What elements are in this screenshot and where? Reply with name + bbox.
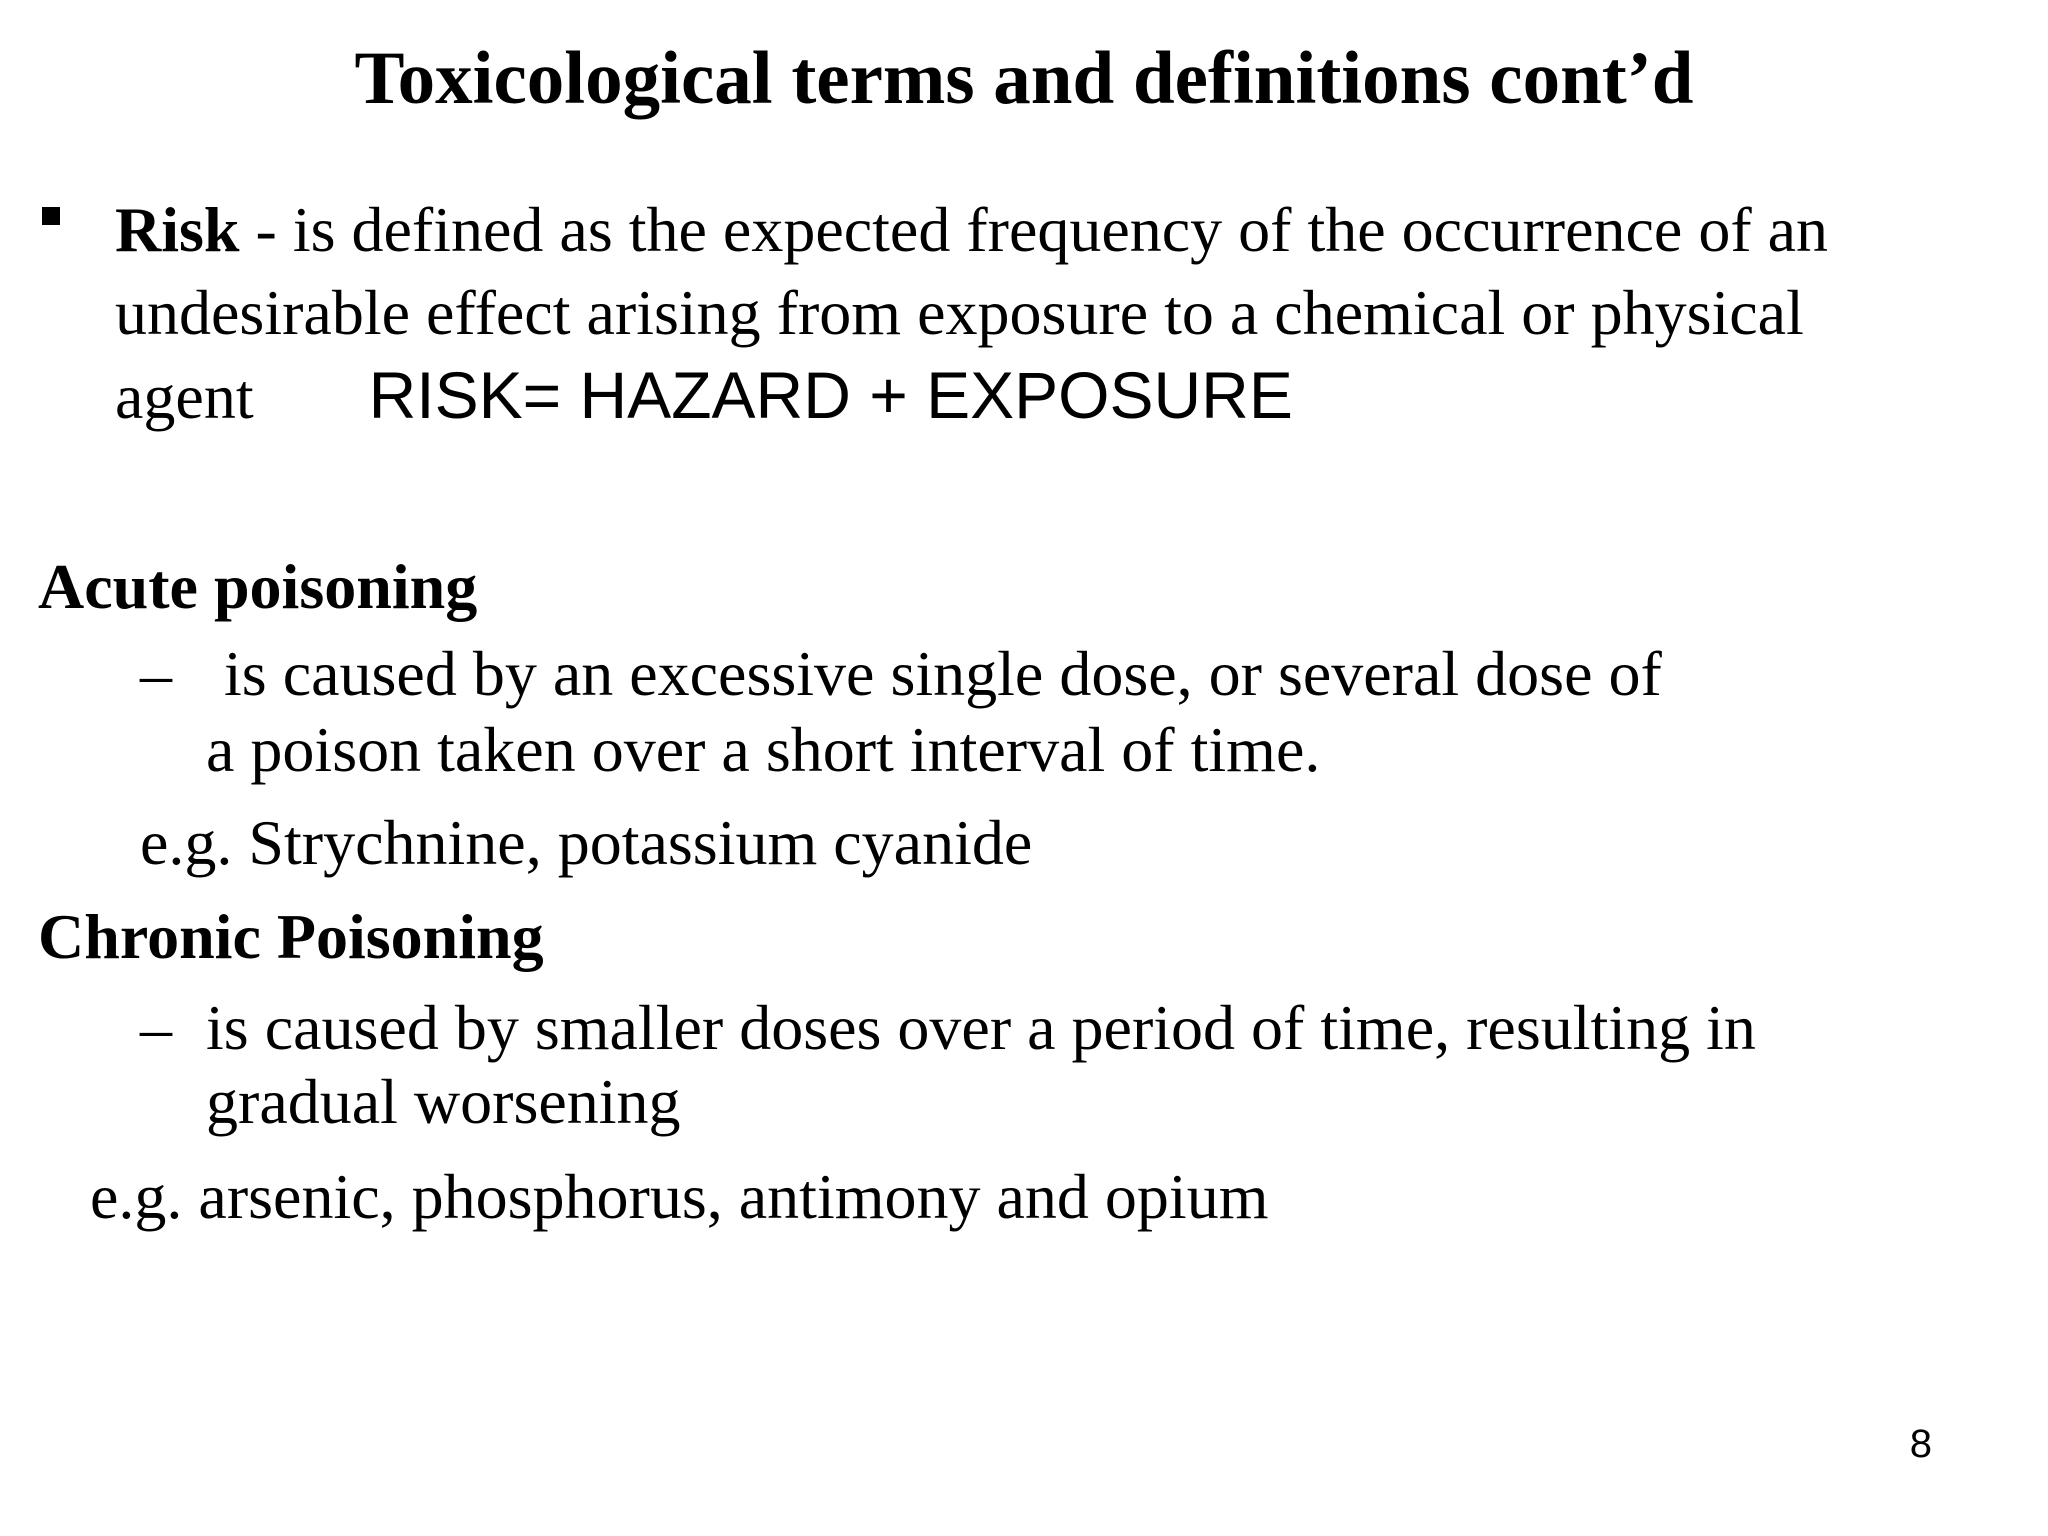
risk-definition-line-2: undesirable effect arising from exposure to a chemical or physical xyxy=(115,277,1804,348)
square-bullet-icon xyxy=(42,207,60,225)
acute-line-1: is caused by an excessive single dose, or several dose of xyxy=(224,638,1662,709)
slide-title: Toxicological terms and definitions cont’d xyxy=(354,37,1694,120)
chronic-line-2: gradual worsening xyxy=(206,1066,681,1137)
acute-poisoning-item xyxy=(140,636,1940,796)
risk-formula: RISK= HAZARD + EXPOSURE xyxy=(368,358,1293,432)
chronic-example: e.g. arsenic, phosphorus, antimony and opium xyxy=(90,1161,1269,1232)
risk-definition xyxy=(115,188,2015,438)
risk-line-1 xyxy=(115,188,2015,271)
risk-definition-line-1: is defined as the expected frequency of the occurrence of an xyxy=(292,194,1829,265)
risk-separator: - xyxy=(239,194,293,265)
chronic-poisoning-heading: Chronic Poisoning xyxy=(38,901,544,972)
risk-definition-line-3: agent xyxy=(115,361,254,432)
chronic-line-1: is caused by smaller doses over a period of time, resulting in xyxy=(206,992,1756,1063)
dash-bullet-icon: – xyxy=(140,638,172,709)
risk-line-3 xyxy=(115,354,2015,438)
risk-term: Risk xyxy=(115,194,240,265)
chronic-poisoning-item xyxy=(140,990,1940,1150)
dash-bullet-icon: – xyxy=(140,992,172,1063)
acute-example: e.g. Strychnine, potassium cyanide xyxy=(140,807,1033,878)
acute-poisoning-heading: Acute poisoning xyxy=(38,551,478,622)
page-number: 8 xyxy=(1909,1422,1932,1466)
acute-line-2: a poison taken over a short interval of time. xyxy=(206,714,1321,785)
